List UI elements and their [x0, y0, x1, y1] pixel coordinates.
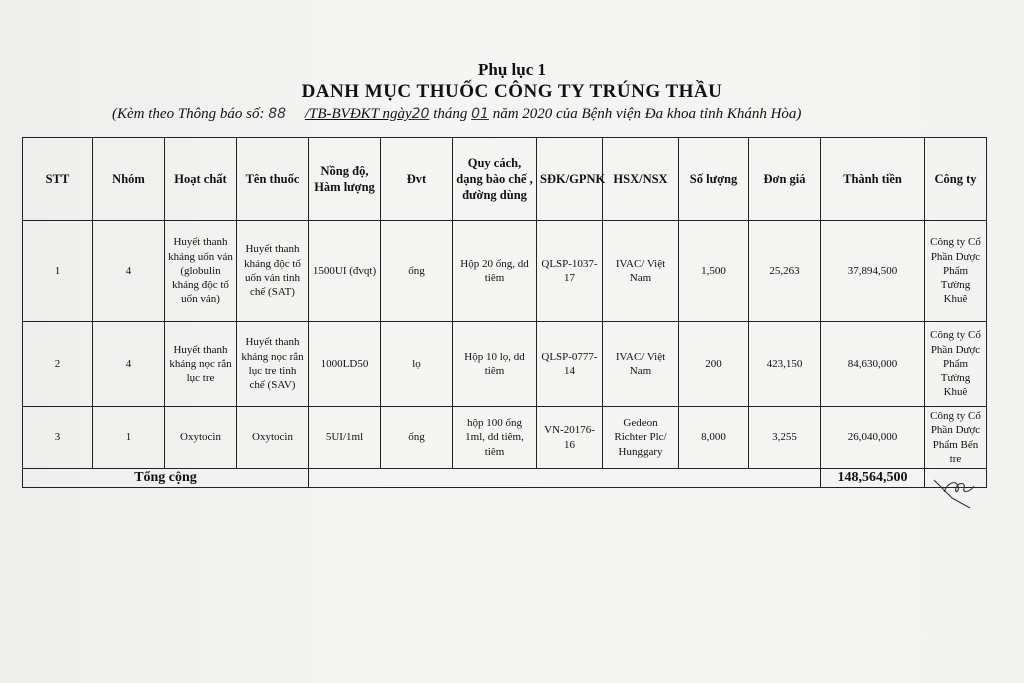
- table-row: [23, 322, 987, 407]
- table-cell: IVAC/ Việt Nam: [603, 221, 679, 322]
- table-header-row: [23, 138, 987, 221]
- table-cell: 8,000: [679, 407, 749, 469]
- table-cell: 3,255: [749, 407, 821, 469]
- initials-signature: [930, 472, 980, 512]
- total-value: 148,564,500: [821, 469, 925, 488]
- column-header: Quy cách, dạng bào chế , đường dùng: [453, 138, 537, 221]
- drug-table: [22, 137, 987, 488]
- table-cell: 37,894,500: [821, 221, 925, 322]
- table-cell: Huyết thanh kháng uốn ván (globulin kháng độc tố uốn ván): [165, 221, 237, 322]
- table-cell: 25,263: [749, 221, 821, 322]
- column-header: Nhóm: [93, 138, 165, 221]
- table-cell: 200: [679, 322, 749, 407]
- table-cell: lọ: [381, 322, 453, 407]
- column-header: SĐK/GPNK: [537, 138, 603, 221]
- total-blank-cell: [309, 469, 821, 488]
- column-header: Tên thuốc: [237, 138, 309, 221]
- table-cell: ống: [381, 221, 453, 322]
- table-cell: 4: [93, 322, 165, 407]
- table-cell: 423,150: [749, 322, 821, 407]
- table-cell: ống: [381, 407, 453, 469]
- subtitle-prefix: (Kèm theo Thông báo số:: [112, 106, 265, 122]
- column-header: Số lượng: [679, 138, 749, 221]
- total-row: [23, 469, 987, 488]
- table-cell: Oxytocin: [165, 407, 237, 469]
- document-subtitle: [112, 106, 932, 123]
- total-label: Tổng cộng: [23, 469, 309, 488]
- table-cell: 1500UI (đvqt): [309, 221, 381, 322]
- table-cell: 26,040,000: [821, 407, 925, 469]
- table-cell: 3: [23, 407, 93, 469]
- table-cell: 84,630,000: [821, 322, 925, 407]
- column-header: Công ty: [925, 138, 987, 221]
- column-header: Đvt: [381, 138, 453, 221]
- column-header: STT: [23, 138, 93, 221]
- table-cell: Công ty Cổ Phần Dược Phẩm Tường Khuê: [925, 221, 987, 322]
- subtitle-mid: /TB-BVĐKT ngày: [304, 106, 412, 122]
- subtitle-suffix: năm 2020 của Bệnh viện Đa khoa tỉnh Khánh Hòa): [492, 106, 802, 122]
- table-cell: IVAC/ Việt Nam: [603, 322, 679, 407]
- table-cell: VN-20176-16: [537, 407, 603, 469]
- column-header: Hoạt chất: [165, 138, 237, 221]
- table-cell: Gedeon Richter Plc/ Hunggary: [603, 407, 679, 469]
- document-title: DANH MỤC THUỐC CÔNG TY TRÚNG THẦU: [301, 81, 723, 102]
- table-cell: Công ty Cổ Phần Dược Phẩm Tường Khuê: [925, 322, 987, 407]
- month-handwritten: 01: [471, 106, 489, 122]
- table-cell: hộp 100 ống 1ml, dd tiêm, tiêm: [453, 407, 537, 469]
- table-cell: Huyết thanh kháng nọc rắn lục tre: [165, 322, 237, 407]
- table-cell: Công ty Cổ Phần Dược Phẩm Bến tre: [925, 407, 987, 469]
- table-cell: Oxytocin: [237, 407, 309, 469]
- table-row: [23, 221, 987, 322]
- table-cell: 1: [23, 221, 93, 322]
- column-header: Nồng độ, Hàm lượng: [309, 138, 381, 221]
- table-cell: 1: [93, 407, 165, 469]
- appendix-label: Phụ lục 1: [477, 60, 547, 79]
- column-header: Thành tiền: [821, 138, 925, 221]
- table-cell: QLSP-0777-14: [537, 322, 603, 407]
- table-cell: 2: [23, 322, 93, 407]
- table-cell: Hộp 10 lọ, dd tiêm: [453, 322, 537, 407]
- month-label: tháng: [433, 106, 468, 122]
- table-cell: 1,500: [679, 221, 749, 322]
- table-cell: Huyết thanh kháng nọc rắn lục tre tinh chế (SAV): [237, 322, 309, 407]
- table-cell: 4: [93, 221, 165, 322]
- table-cell: QLSP-1037-17: [537, 221, 603, 322]
- table-row: [23, 407, 987, 469]
- column-header: Đơn giá: [749, 138, 821, 221]
- day-handwritten: 20: [411, 106, 430, 122]
- table-cell: Huyết thanh kháng độc tố uốn ván tinh chế (SAT): [237, 221, 309, 322]
- notice-number-handwritten: 88: [268, 106, 287, 122]
- column-header: HSX/NSX: [603, 138, 679, 221]
- table-cell: 1000LD50: [309, 322, 381, 407]
- table-cell: Hộp 20 ống, dd tiêm: [453, 221, 537, 322]
- table-cell: 5UI/1ml: [309, 407, 381, 469]
